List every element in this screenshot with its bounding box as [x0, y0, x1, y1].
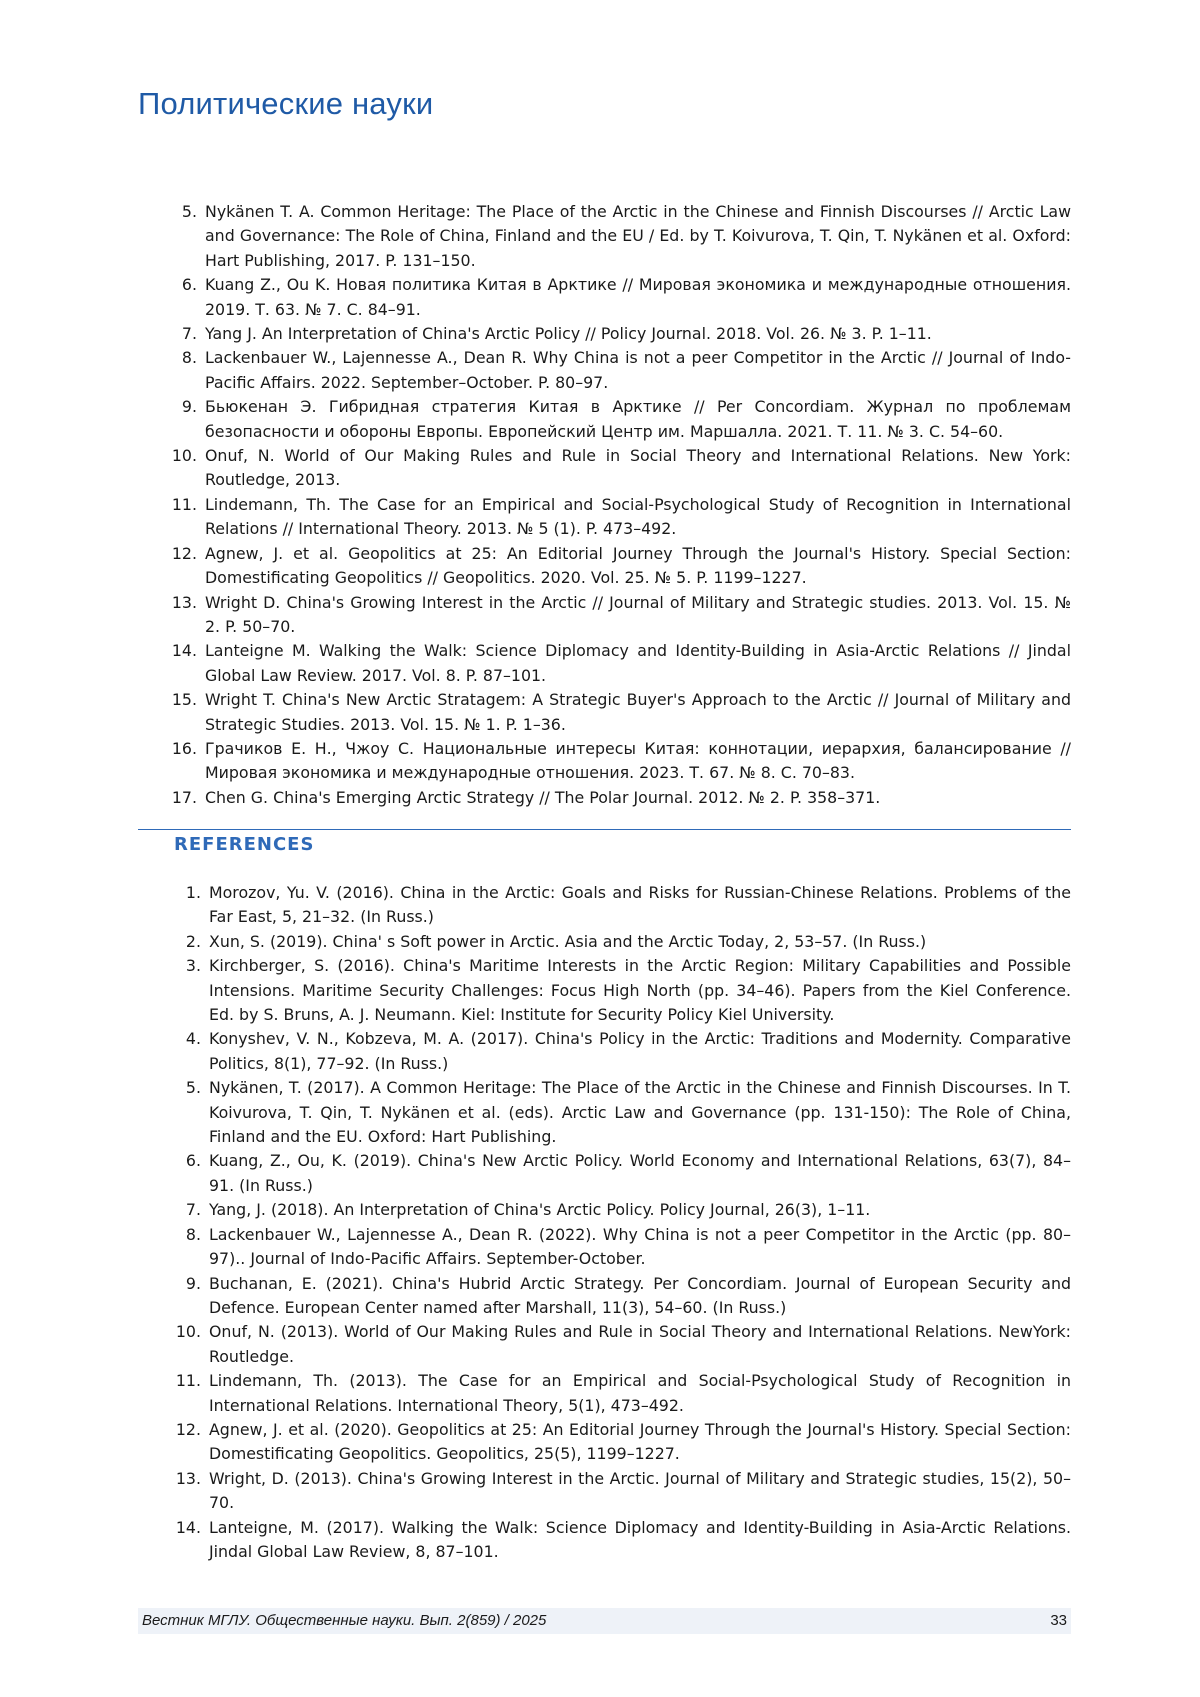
item-number: 4. — [161, 1027, 201, 1051]
list-item — [209, 1516, 1071, 1565]
list-item — [205, 591, 1071, 640]
list-item — [205, 395, 1071, 444]
list-item — [209, 1149, 1071, 1198]
item-number: 9. — [157, 395, 197, 419]
item-number: 7. — [157, 322, 197, 346]
list-item — [205, 542, 1071, 591]
list-item — [209, 1076, 1071, 1149]
item-text: Chen G. China's Emerging Arctic Strategy // The Polar Journal. 2012. № 2. P. 358–371. — [205, 788, 880, 807]
list-item — [205, 786, 1071, 810]
item-number: 3. — [161, 954, 201, 978]
list-item — [205, 322, 1071, 346]
item-text: Kuang, Z., Ou, K. (2019). China's New Arctic Policy. World Economy and International Relations, 63(7), 84–91. (In Russ.) — [209, 1151, 1071, 1194]
item-text: Lindemann, Th. The Case for an Empirical and Social-Psychological Study of Recognition in International Relations // International Theory. 2013. № 5 (1). P. 473–492. — [205, 495, 1071, 538]
list-item — [205, 444, 1071, 493]
item-number: 8. — [161, 1223, 201, 1247]
list-item — [209, 1369, 1071, 1418]
item-number: 7. — [161, 1198, 201, 1222]
item-number: 6. — [161, 1149, 201, 1173]
item-text: Onuf, N. World of Our Making Rules and Rule in Social Theory and International Relations. New York: Routledge, 2013. — [205, 446, 1071, 489]
references-heading: REFERENCES — [174, 834, 314, 855]
references-list — [209, 881, 1071, 1564]
item-text: Morozov, Yu. V. (2016). China in the Arctic: Goals and Risks for Russian-Chinese Relations. Problems of the Far East, 5, 21–32. (In Russ.) — [209, 883, 1071, 926]
item-number: 6. — [157, 273, 197, 297]
bibliography-list — [205, 200, 1071, 810]
item-text: Wright D. China's Growing Interest in the Arctic // Journal of Military and Strategic studies. 2013. Vol. 15. № 2. P. 50–70. — [205, 593, 1071, 636]
item-number: 17. — [157, 786, 197, 810]
item-number: 5. — [157, 200, 197, 224]
item-text: Buchanan, E. (2021). China's Hubrid Arctic Strategy. Per Concordiam. Journal of European Security and Defence. European Center named after Marshall, 11(3), 54–60. (In Russ.) — [209, 1274, 1071, 1317]
item-text: Onuf, N. (2013). World of Our Making Rules and Rule in Social Theory and International Relations. NewYork: Routledge. — [209, 1322, 1071, 1365]
item-text: Agnew, J. et al. (2020). Geopolitics at 25: An Editorial Journey Through the Journal's History. Special Section: Domestificating Geopolitics. Geopolitics, 25(5), 1199–1227. — [209, 1420, 1071, 1463]
item-number: 12. — [161, 1418, 201, 1442]
item-number: 2. — [161, 930, 201, 954]
list-item — [209, 1418, 1071, 1467]
item-number: 1. — [161, 881, 201, 905]
list-item — [209, 930, 1071, 954]
item-number: 8. — [157, 346, 197, 370]
item-number: 9. — [161, 1272, 201, 1296]
item-text: Konyshev, V. N., Kobzeva, M. A. (2017). China's Policy in the Arctic: Traditions and Modernity. Comparative Politics, 8(1), 77–92. (In Russ.) — [209, 1029, 1071, 1072]
page-number: 33 — [1050, 1612, 1067, 1629]
item-text: Wright, D. (2013). China's Growing Interest in the Arctic. Journal of Military and Strategic studies, 15(2), 50–70. — [209, 1469, 1071, 1512]
item-number: 14. — [157, 639, 197, 663]
item-number: 11. — [157, 493, 197, 517]
item-text: Lanteigne, M. (2017). Walking the Walk: Science Diplomacy and Identity-Building in Asia-Arctic Relations. Jindal Global Law Review, 8, 87–101. — [209, 1518, 1071, 1561]
list-item — [209, 1272, 1071, 1321]
item-text: Lackenbauer W., Lajennesse A., Dean R. Why China is not a peer Competitor in the Arctic // Journal of Indo-Pacific Affairs. 2022. September–October. P. 80–97. — [205, 348, 1071, 391]
item-number: 14. — [161, 1516, 201, 1540]
item-text: Грачиков Е. Н., Чжоу С. Национальные интересы Китая: коннотации, иерархия, балансирование // Мировая экономика и международные отношения. 2023. Т. 67. № 8. С. 70–83. — [205, 739, 1071, 782]
list-item — [209, 954, 1071, 1027]
item-number: 5. — [161, 1076, 201, 1100]
list-item — [209, 1320, 1071, 1369]
item-number: 15. — [157, 688, 197, 712]
item-text: Yang J. An Interpretation of China's Arctic Policy // Policy Journal. 2018. Vol. 26. № 3. P. 1–11. — [205, 324, 932, 343]
list-item — [209, 1223, 1071, 1272]
item-number: 12. — [157, 542, 197, 566]
item-text: Nykänen T. A. Common Heritage: The Place of the Arctic in the Chinese and Finnish Discourses // Arctic Law and Governance: The Role of China, Finland and the EU / Ed. by T. Koivurova, T. Qin, T. Nykänen et al. Oxford: Hart Publishing, 2017. P. 131–150. — [205, 202, 1071, 270]
item-text: Kirchberger, S. (2016). China's Maritime Interests in the Arctic Region: Military Capabilities and Possible Intensions. Maritime Security Challenges: Focus High North (pp. 34–46). Papers from the Kiel Conference. Ed. by S. Bruns, A. J. Neumann. Kiel: Institute for Security Policy Kiel University. — [209, 956, 1071, 1024]
list-item — [209, 1467, 1071, 1516]
journal-citation: Вестник МГЛУ. Общественные науки. Вып. 2(859) / 2025 — [142, 1612, 546, 1629]
item-number: 13. — [157, 591, 197, 615]
item-number: 16. — [157, 737, 197, 761]
item-number: 11. — [161, 1369, 201, 1393]
item-text: Wright T. China's New Arctic Stratagem: A Strategic Buyer's Approach to the Arctic // Journal of Military and Strategic Studies. 2013. Vol. 15. № 1. P. 1–36. — [205, 690, 1071, 733]
list-item — [209, 1198, 1071, 1222]
item-text: Lindemann, Th. (2013). The Case for an Empirical and Social-Psychological Study of Recognition in International Relations. International Theory, 5(1), 473–492. — [209, 1371, 1071, 1414]
list-item — [205, 273, 1071, 322]
list-item — [205, 737, 1071, 786]
section-title: Политические науки — [138, 86, 433, 122]
item-text: Lanteigne M. Walking the Walk: Science Diplomacy and Identity-Building in Asia-Arctic Relations // Jindal Global Law Review. 2017. Vol. 8. P. 87–101. — [205, 641, 1071, 684]
item-text: Nykänen, T. (2017). A Common Heritage: The Place of the Arctic in the Chinese and Finnish Discourses. In T. Koivurova, T. Qin, T. Nykänen et al. (eds). Arctic Law and Governance (pp. 131-150): The Role of China, Finland and the EU. Oxford: Hart Publishing. — [209, 1078, 1071, 1146]
list-item — [205, 688, 1071, 737]
item-text: Бьюкенан Э. Гибридная стратегия Китая в Арктике // Per Concordiam. Журнал по проблемам безопасности и обороны Европы. Европейский Центр им. Маршалла. 2021. Т. 11. № 3. С. 54–60. — [205, 397, 1071, 440]
list-item — [205, 200, 1071, 273]
item-number: 13. — [161, 1467, 201, 1491]
item-text: Yang, J. (2018). An Interpretation of China's Arctic Policy. Policy Journal, 26(3), 1–11. — [209, 1200, 870, 1219]
list-item — [209, 881, 1071, 930]
item-text: Lackenbauer W., Lajennesse A., Dean R. (2022). Why China is not a peer Competitor in the Arctic (pp. 80–97).. Journal of Indo-Pacific Affairs. September-October. — [209, 1225, 1071, 1268]
item-number: 10. — [161, 1320, 201, 1344]
list-item — [205, 346, 1071, 395]
item-text: Agnew, J. et al. Geopolitics at 25: An Editorial Journey Through the Journal's History. Special Section: Domestificating Geopolitics // Geopolitics. 2020. Vol. 25. № 5. P. 1199–1227. — [205, 544, 1071, 587]
item-text: Xun, S. (2019). China' s Soft power in Arctic. Asia and the Arctic Today, 2, 53–57. (In Russ.) — [209, 932, 926, 951]
list-item — [205, 639, 1071, 688]
item-text: Kuang Z., Ou K. Новая политика Китая в Арктике // Мировая экономика и международные отношения. 2019. Т. 63. № 7. С. 84–91. — [205, 275, 1071, 318]
item-number: 10. — [157, 444, 197, 468]
page-footer — [138, 1608, 1071, 1634]
list-item — [209, 1027, 1071, 1076]
section-divider — [138, 829, 1071, 830]
list-item — [205, 493, 1071, 542]
